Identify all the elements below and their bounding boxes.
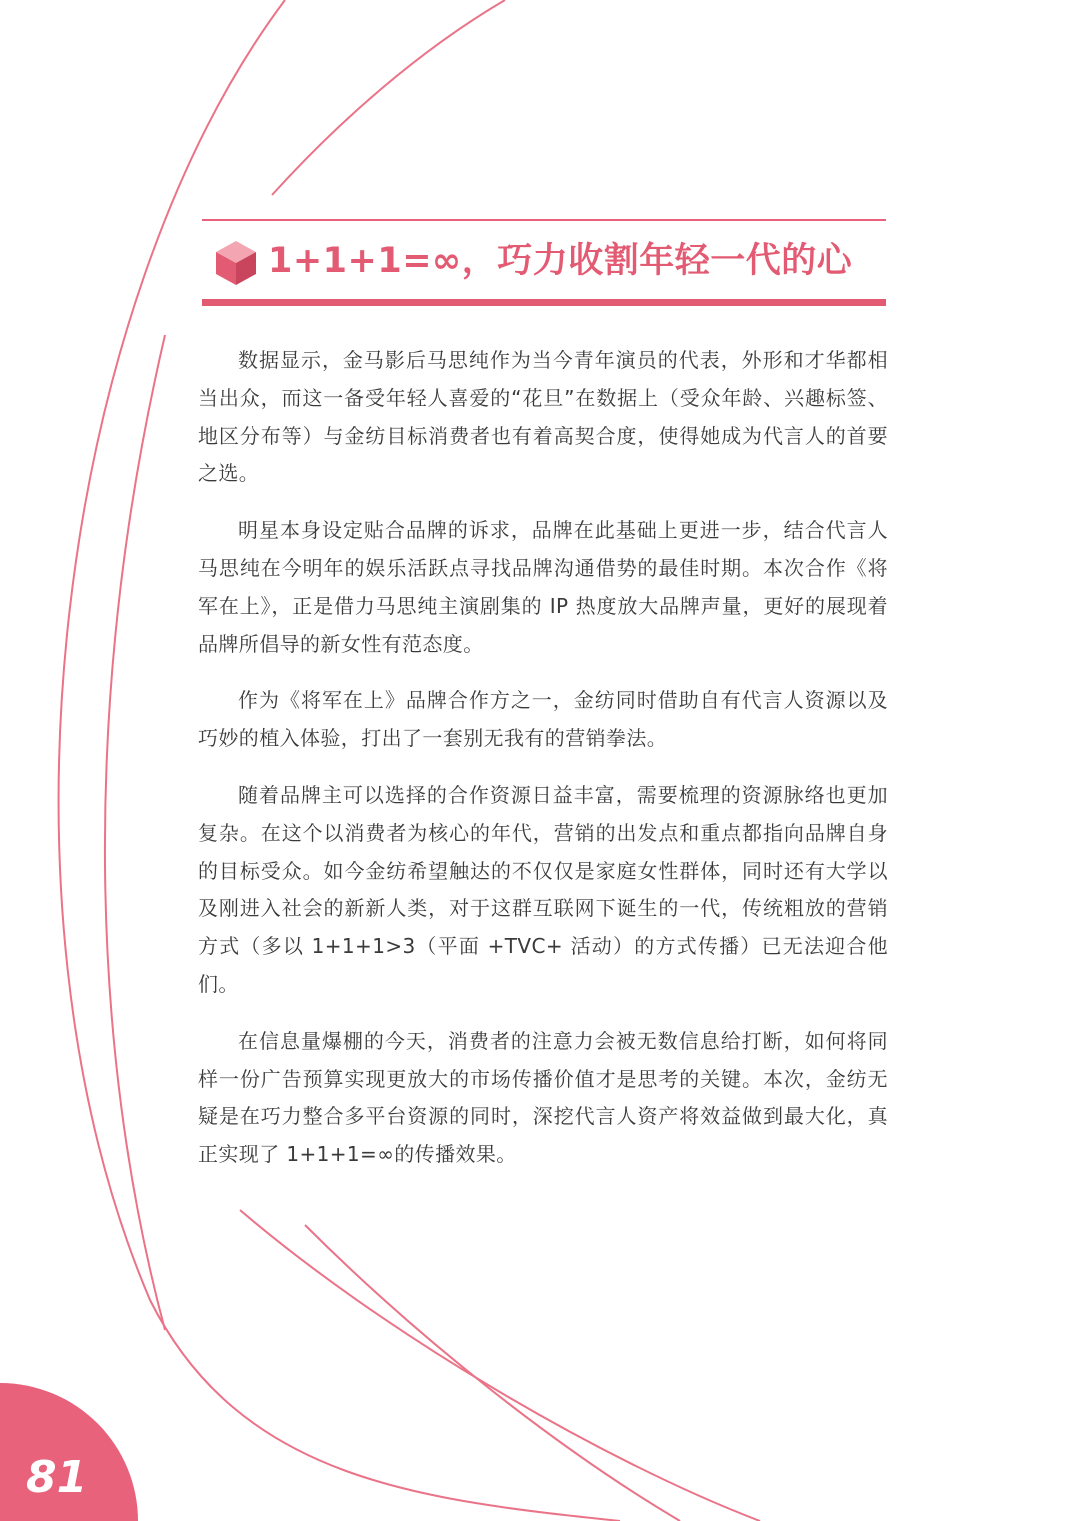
paragraph: 作为《将军在上》品牌合作方之一，金纺同时借助自有代言人资源以及巧妙的植入体验，打出了一套别无我有的营销拳法。	[198, 688, 888, 751]
paragraph: 随着品牌主可以选择的合作资源日益丰富，需要梳理的资源脉络也更加复杂。在这个以消费者为核心的年代，营销的出发点和重点都指向品牌自身的目标受众。如今金纺希望触达的不仅仅是家庭女性群体，同时还有大学以及刚进入社会的新新人类，对于这群互联网下诞生的一代，传统粗放的营销方式（多以 1+1+1>3（平面 +TVC+ 活动）的方式传播）已无法迎合他们。	[198, 782, 888, 996]
paragraph: 数据显示，金马影后马思纯作为当今青年演员的代表，外形和才华都相当出众，而这一备受年轻人喜爱的“花旦”在数据上（受众年龄、兴趣标签、地区分布等）与金纺目标消费者也有着高契合度，使得她成为代言人的首要之选。	[198, 348, 888, 486]
paragraph: 明星本身设定贴合品牌的诉求，品牌在此基础上更进一步，结合代言人马思纯在今明年的娱乐活跃点寻找品牌沟通借势的最佳时期。本次合作《将军在上》，正是借力马思纯主演剧集的 IP 热度放大品牌声量，更好的展现着品牌所倡导的新女性有范态度。	[198, 518, 888, 656]
lower-diagonal-1	[240, 1210, 760, 1521]
paragraph: 在信息量爆棚的今天，消费者的注意力会被无数信息给打断，如何将同样一份广告预算实现更放大的市场传播价值才是思考的关键。本次，金纺无疑是在巧力整合多平台资源的同时，深挖代言人资产将效益做到最大化，真正实现了 1+1+1=∞的传播效果。	[198, 1028, 888, 1167]
section-header	[202, 219, 886, 307]
upper-diagonal	[272, 0, 505, 195]
cube-icon	[214, 239, 258, 287]
page-number: 81	[26, 1452, 88, 1503]
header-top-rule	[202, 219, 886, 221]
inner-arc	[105, 335, 165, 1330]
header-bottom-rule	[202, 299, 886, 306]
article-body	[198, 342, 888, 1193]
section-title: 1+1+1=∞，巧力收割年轻一代的心	[268, 241, 853, 281]
